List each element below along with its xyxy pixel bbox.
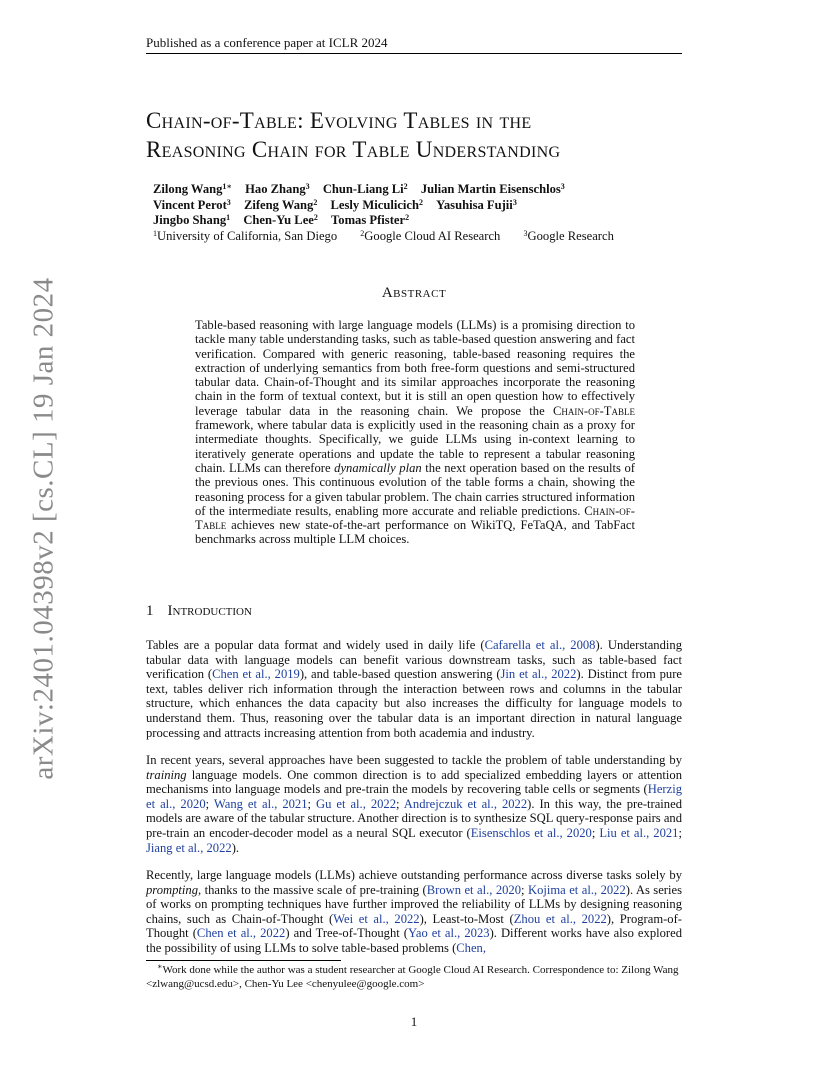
paragraph: Recently, large language models (LLMs) achieve outstanding performance across diverse tasks solely by prompting, thanks to the massive scale of pre-training (Brown et al., 2020; Kojima et al., 2022). As series of works on prompting techniques have further improved the reliability of LLMs by designing reasoning chains, such as Chain-of-Thought (Wei et al., 2022), Least-to-Most (Zhou et al., 2022), Program-of-Thought (Chen et al., 2022) and Tree-of-Thought (Yao et al., 2023). Different works have also explored the possibility of using LLMs to solve table-based problems (Chen, bbox=[146, 868, 682, 955]
footnote-rule bbox=[146, 960, 341, 961]
affiliation: $^3$Google Research bbox=[523, 228, 614, 243]
citation-link[interactable]: Jiang et al., 2022 bbox=[146, 840, 232, 855]
method-name: Chain-of-Table bbox=[195, 503, 635, 533]
citation-link[interactable]: Yao et al., 2023 bbox=[408, 926, 490, 941]
author: Zilong Wang$^{1∗}$ bbox=[153, 182, 232, 196]
title-line-1: Chain-of-Table: Evolving Tables in the bbox=[146, 108, 532, 133]
author: Chen-Yu Lee$^2$ bbox=[243, 213, 318, 227]
author: Tomas Pfister$^2$ bbox=[331, 213, 410, 227]
citation-link[interactable]: Herzig et al., 2020 bbox=[146, 782, 682, 811]
author-block bbox=[153, 182, 634, 244]
citation-link[interactable]: Liu et al., 2021 bbox=[599, 825, 679, 840]
citation-link[interactable]: Gu et al., 2022 bbox=[316, 796, 397, 811]
footnote: ∗Work done while the author was a student researcher at Google Cloud AI Research. Correspondence to: Zilong Wang <zlwang@ucsd.edu>, Chen-Yu Lee <chenyulee@google.com> bbox=[146, 962, 679, 990]
page-number: 1 bbox=[410, 1014, 418, 1029]
arxiv-stamp: arXiv:2401.04398v2 [cs.CL] 19 Jan 2024 bbox=[27, 277, 60, 780]
citation-link[interactable]: Chen et al., 2019 bbox=[212, 667, 300, 682]
citation-link[interactable]: Zhou et al., 2022 bbox=[513, 911, 607, 926]
running-header: Published as a conference paper at ICLR 2024 bbox=[146, 35, 388, 50]
author: Jingbo Shang$^1$ bbox=[153, 213, 231, 227]
paragraph: In recent years, several approaches have been suggested to tackle the problem of table understanding by training language models. One common direction is to add specialized embedding layers or attention mechanisms into language models and pre-train the models by recovering table cells or segments (Herzig et al., 2020; Wang et al., 2021; Gu et al., 2022; Andrejczuk et al., 2022). In this way, the pre-trained models are aware of the tabular structure. Another direction is to synthesize SQL query-response pairs and pre-train an encoder-decoder model as a neural SQL executor (Eisenschlos et al., 2020; Liu et al., 2021; Jiang et al., 2022). bbox=[146, 753, 682, 855]
author: Hao Zhang$^3$ bbox=[245, 182, 310, 196]
paragraph: Tables are a popular data format and widely used in daily life (Cafarella et al., 2008). Understanding tabular data with language models can benefit various downstream tasks, such as table-based fact verification (Chen et al., 2019), and table-based question answering (Jin et al., 2022). Distinct from pure text, tables deliver rich information through the interaction between rows and columns in the tabular structure, which enhances the data capacity but also increases the difficulty for language models to understand them. Thus, reasoning over the tabular data is an important direction in natural language processing and attracts increasing attention from both academia and industry. bbox=[146, 638, 682, 740]
affiliation: $^2$Google Cloud AI Research bbox=[360, 228, 501, 243]
method-name: Chain-of-Table bbox=[553, 403, 635, 418]
author: Julian Martin Eisenschlos$^3$ bbox=[420, 182, 565, 196]
author: Zifeng Wang$^2$ bbox=[243, 197, 318, 212]
citation-link[interactable]: Cafarella et al., 2008 bbox=[484, 638, 596, 652]
author-row-3 bbox=[153, 213, 634, 229]
title-line-2: Reasoning Chain for Table Understanding bbox=[146, 137, 561, 162]
citation-link[interactable]: Kojima et al., 2022 bbox=[527, 882, 626, 897]
affiliation: $^1$University of California, San Diego bbox=[153, 228, 338, 243]
abstract-heading: Abstract bbox=[381, 285, 447, 301]
citation-link[interactable]: Eisenschlos et al., 2020 bbox=[470, 825, 592, 840]
citation-link[interactable]: Jin et al., 2022 bbox=[500, 667, 577, 682]
author-row-1 bbox=[153, 182, 634, 198]
author-row-2 bbox=[153, 198, 634, 214]
author: Lesly Miculicich$^2$ bbox=[330, 197, 424, 212]
citation-link[interactable]: Wei et al., 2022 bbox=[333, 911, 420, 926]
affiliations bbox=[153, 229, 634, 245]
author: Yasuhisa Fujii$^3$ bbox=[436, 197, 517, 212]
section-heading: 1 Introduction bbox=[146, 603, 252, 619]
citation-link[interactable]: Brown et al., 2020 bbox=[426, 882, 522, 897]
abstract-text: Table-based reasoning with large language models (LLMs) is a promising direction to tackle many table understanding tasks, such as table-based question answering and fact verification. Compared with generic reasoning, table-based reasoning requires the extraction of underlying semantics from both free-form questions and semi-structured tabular data. Chain-of-Thought and its similar approaches incorporate the reasoning chain in the form of textual context, but it is still an open question how to effectively leverage tabular data in the reasoning chain. We propose the Chain-of-Table framework, where tabular data is explicitly used in the reasoning chain as a proxy for intermediate thoughts. Specifically, we guide LLMs using in-context learning to iteratively generate operations and update the table to represent a tabular reasoning chain. LLMs can therefore dynamically plan the next operation based on the results of the previous ones. This continuous evolution of the table forms a chain, showing the reasoning process for a given tabular problem. The chain carries structured information of the intermediate results, enabling more accurate and reliable predictions. Chain-of-Table achieves new state-of-the-art performance on WikiTQ, FeTaQA, and TabFact benchmarks across multiple LLM choices. bbox=[195, 318, 635, 547]
header-rule bbox=[146, 53, 682, 54]
author: Vincent Perot$^3$ bbox=[153, 197, 231, 212]
citation-link[interactable]: Andrejczuk et al., 2022 bbox=[403, 796, 528, 811]
paper-title bbox=[146, 106, 706, 164]
author: Chun-Liang Li$^2$ bbox=[322, 182, 408, 196]
citation-link[interactable]: Chen, bbox=[456, 940, 486, 955]
citation-link[interactable]: Chen et al., 2022 bbox=[196, 926, 286, 941]
citation-link[interactable]: Wang et al., 2021 bbox=[213, 796, 308, 811]
